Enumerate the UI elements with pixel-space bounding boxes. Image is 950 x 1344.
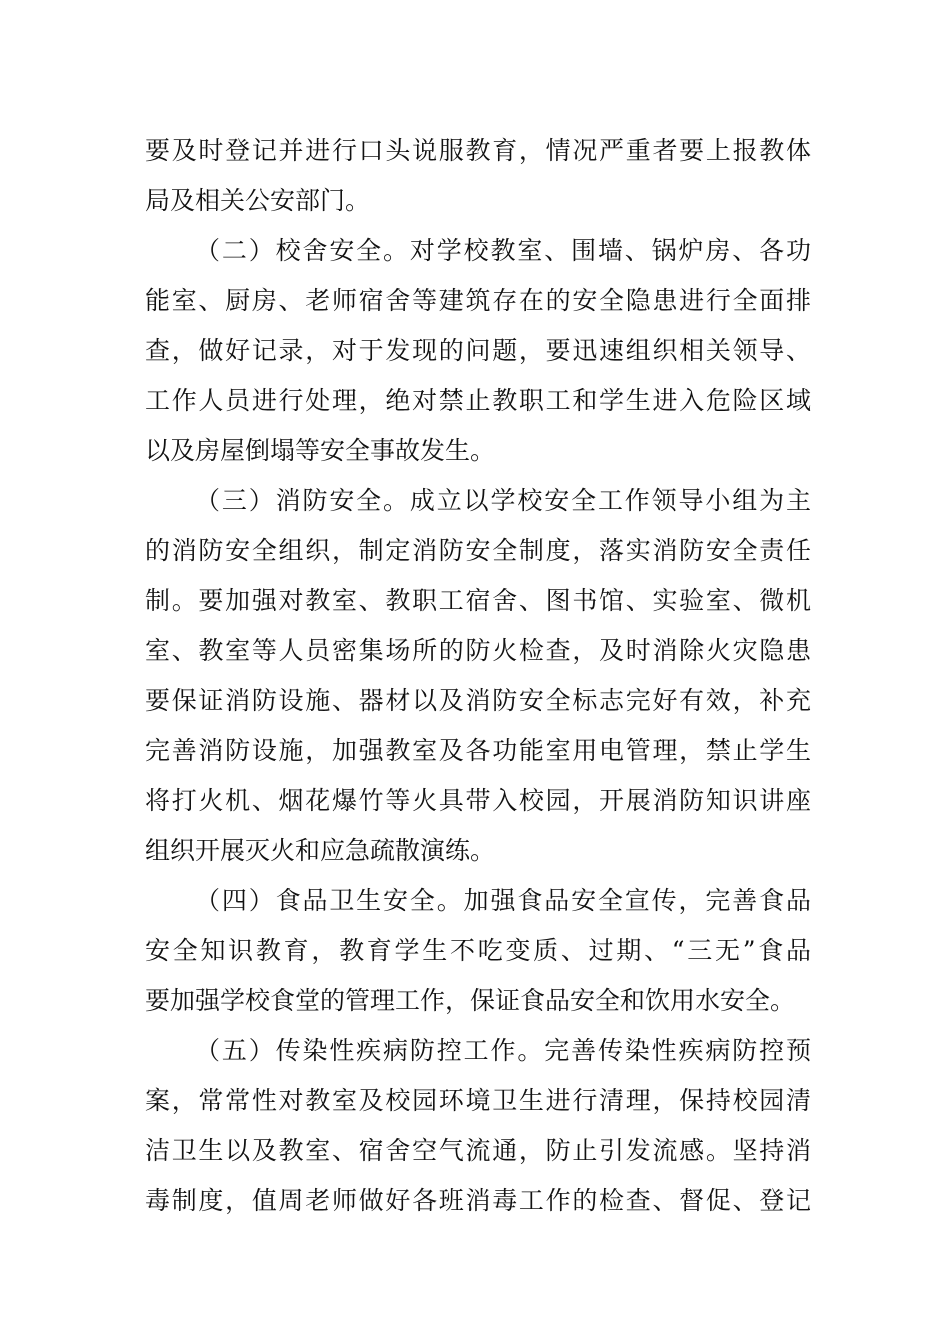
text-line: 将打火机、烟花爆竹等火具带入校园，开展消防知识讲座 [145, 786, 811, 815]
text-line: 工作人员进行处理，绝对禁止教职工和学生进入危险区域 [145, 386, 811, 415]
text-line: 要及时登记并进行口头说服教育，情况严重者要上报教体 [145, 136, 811, 165]
paragraph-heading-line: （五）传染性疾病防控工作。完善传染性疾病防控预 [195, 1036, 811, 1065]
paragraph-heading-line: （四）食品卫生安全。加强食品安全宣传，完善食品 [195, 886, 811, 915]
document-body [145, 126, 811, 1226]
text-line: 局及相关公安部门。 [145, 186, 371, 215]
text-line: 洁卫生以及教室、宿舍空气流通，防止引发流感。坚持消 [145, 1136, 811, 1165]
text-line: 能室、厨房、老师宿舍等建筑存在的安全隐患进行全面排 [145, 286, 811, 315]
text-line: 制。要加强对教室、教职工宿舍、图书馆、实验室、微机 [145, 586, 811, 615]
text-line: 要加强学校食堂的管理工作，保证食品安全和饮用水安全。 [145, 986, 796, 1015]
text-line: 毒制度，值周老师做好各班消毒工作的检查、督促、登记 [145, 1186, 811, 1215]
paragraph-heading-line: （二）校舍安全。对学校教室、围墙、锅炉房、各功 [195, 236, 811, 265]
text-line: 以及房屋倒塌等安全事故发生。 [145, 436, 496, 465]
text-line: 要保证消防设施、器材以及消防安全标志完好有效，补充 [145, 686, 811, 715]
paragraph-heading-line: （三）消防安全。成立以学校安全工作领导小组为主 [195, 486, 811, 515]
text-line: 安全知识教育，教育学生不吃变质、过期、“三无”食品 [145, 936, 811, 965]
text-line: 的消防安全组织，制定消防安全制度，落实消防安全责任 [145, 536, 811, 565]
text-line: 查，做好记录，对于发现的问题，要迅速组织相关领导、 [145, 336, 811, 365]
text-line: 室、教室等人员密集场所的防火检查，及时消除火灾隐患 [145, 636, 811, 665]
text-line: 案，常常性对教室及校园环境卫生进行清理，保持校园清 [145, 1086, 811, 1115]
text-line: 完善消防设施，加强教室及各功能室用电管理，禁止学生 [145, 736, 811, 765]
text-line: 组织开展灭火和应急疏散演练。 [145, 836, 496, 865]
